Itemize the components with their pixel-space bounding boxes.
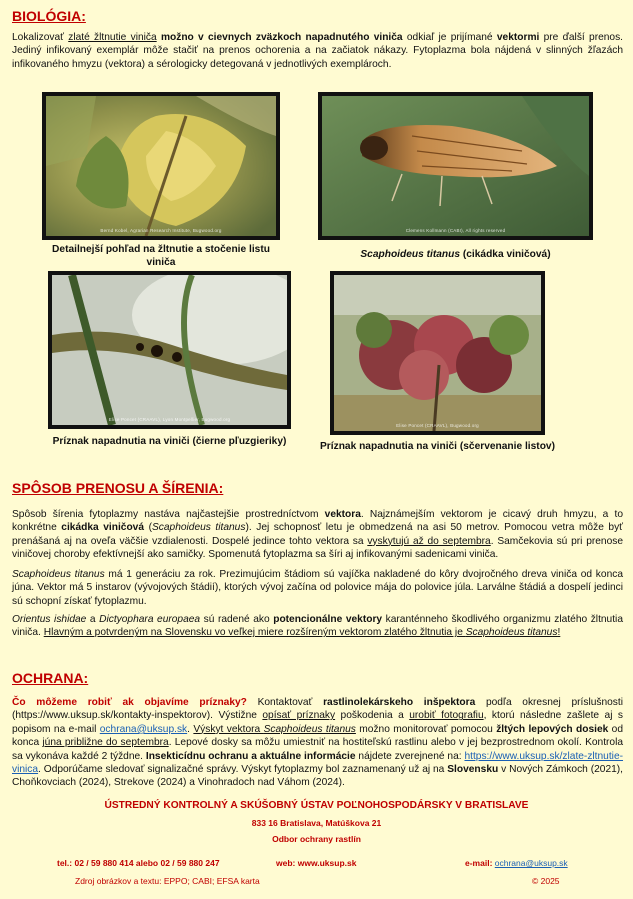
footer-copyright: © 2025 xyxy=(532,876,560,886)
footer-email-link[interactable]: ochrana@uksup.sk xyxy=(494,858,568,868)
transmission-heading: SPÔSOB PRENOSU A ŠÍRENIA: xyxy=(12,480,224,496)
protection-heading: OCHRANA: xyxy=(12,670,89,686)
biology-heading: BIOLÓGIA: xyxy=(12,8,86,24)
transmission-paragraph-2: Scaphoideus titanus má 1 generáciu za rok. Prezimujúcim štádiom sú vajíčka nakladené do kôry dvojročného dreva viniča od konca júna. Vektor má 5 instarov (vývojových štádií), ktorých vývoj začína od polovice mája do polovice júla. Larválne štádiá a dospelí jedinci sú schopní získať fytoplazmu. xyxy=(12,569,623,607)
footer-address: 833 16 Bratislava, Matúškova 21 xyxy=(251,818,382,828)
footer-source: Zdroj obrázkov a textu: EPPO; CABI; EFSA karta xyxy=(75,876,260,886)
photo-leafhopper xyxy=(318,92,593,240)
info-link[interactable]: https://www.uksup.sk/zlate-zltnutie-vinica xyxy=(12,750,624,776)
footer-web: web: www.uksup.sk xyxy=(276,858,357,868)
footer-phone: tel.: 02 / 59 880 414 alebo 02 / 59 880 247 xyxy=(57,858,220,868)
transmission-paragraph-1: Spôsob šírenia fytoplazmy nastáva najčastejšie prostredníctvom vektora. Najznámejším vektorom je cicavý druh hmyzu, a to konkrétne cikádka viničová (Scaphoideus titanus). Jej schopnosť letu je obmedzená na asi 50 metrov. Pomocou vetra môže byť prenášaná aj na oveľa väčšie vzdialenosti. Dospelé jedince tohto vektora sa vyskytujú až do septembra. Samčekovia sú pri prenose viničovej choroby efektívnejší ako samičky. Spomenutá fytoplazma sa šíri aj infikovanými sadenicami viniča. xyxy=(12,509,624,561)
photo-leaf-yellowing xyxy=(42,92,280,240)
protection-paragraph: Čo môžeme robiť ak objavíme príznaky? Kontaktovať rastlinolekárskeho inšpektora podľa okresnej príslušnosti (https://www.uksup.sk/kontakty-inspektorov). Výstižne opísať príznaky poškodenia a urobiť fotografiu, ktorú následne zašlete aj s popisom na e-mail ochrana@uksup.sk. Výskyt vektora Scaphoideus titanus možno monitorovať pomocou žltých lepových dosiek od konca júna približne do septembra. Lepové dosky sa môžu umiestniť na hostiteľskú rastlinu alebo v jej bezprostrednom okolí. Kontrola sa vykonáva každé 2 týždne. Insekticídnu ochranu a aktuálne informácie nájdete zverejnené na: https://www.uksup.sk/zlate-zltnutie-vinica. Odporúčame sledovať signalizačné správy. Výskyt fytoplazmy bol zaznamenaný už aj na Slovensku v Nových Zámkoch (2021), Choňkovciach (2024), Strekove (2024) a Vinohradoch nad Váhom (2024). xyxy=(12,697,624,789)
photo-red-leaves xyxy=(330,271,545,435)
photo-watermark: Bernd Kobel, Agrarian Research Institute, Bugwood.org xyxy=(100,228,222,233)
photo-black-pustules-caption: Príznak napadnutia na viniči (čierne pľuzgieriky) xyxy=(52,436,287,447)
photo-leafhopper-caption: Scaphoideus titanus (cikádka viničová) xyxy=(360,249,551,260)
photo-red-leaves-caption: Príznak napadnutia na viniči (sčervenanie listov) xyxy=(320,441,555,452)
email-link[interactable]: ochrana@uksup.sk xyxy=(99,723,188,735)
footer-organization: ÚSTREDNÝ KONTROLNÝ A SKÚŠOBNÝ ÚSTAV POĽNOHOSPODÁRSKY V BRATISLAVE xyxy=(104,800,529,811)
photo-black-pustules xyxy=(48,271,291,429)
photo-watermark: Elise Poncet (CRAAVL), Lyon Montpellier, Bugwood.org xyxy=(108,417,231,422)
photo-watermark: Elise Poncet (CRAAVL), Bugwood.org xyxy=(396,423,479,428)
transmission-paragraph-3: Orientus ishidae a Dictyophara europaea sú radené ako potencionálne vektory karanténneho škodlivého organizmu zlatého žltnutia viniča. Hlavným a potvrdeným na Slovensku vo veľkej miere rozšíreným vektorom zlatého žltnutia je Scaphoideus titanus! xyxy=(12,614,623,639)
photo-watermark: Clemens Kollmann (CABI), All rights reserved xyxy=(405,228,506,233)
footer-email: e-mail: ochrana@uksup.sk xyxy=(465,858,568,868)
footer-department: Odbor ochrany rastlín xyxy=(272,834,361,844)
photo-leaf-yellowing-caption: Detailnejší pohľad na žltnutie a stočenie listu viniča xyxy=(52,244,270,268)
biology-paragraph: Lokalizovať zlaté žltnutie viniča možno v cievnych zväzkoch napadnutého viniča odkiaľ je prijímané vektormi pre ďalší prenos. Jediný infikovaný exemplár môže stačiť na prenos ochorenia a na začiatok nákazy. Fytoplazma bola nájdená v slinných žľazách infikovaného hmyzu (vektora) a sérologicky detegovaná v jednotlivých exemplároch. xyxy=(12,32,624,70)
